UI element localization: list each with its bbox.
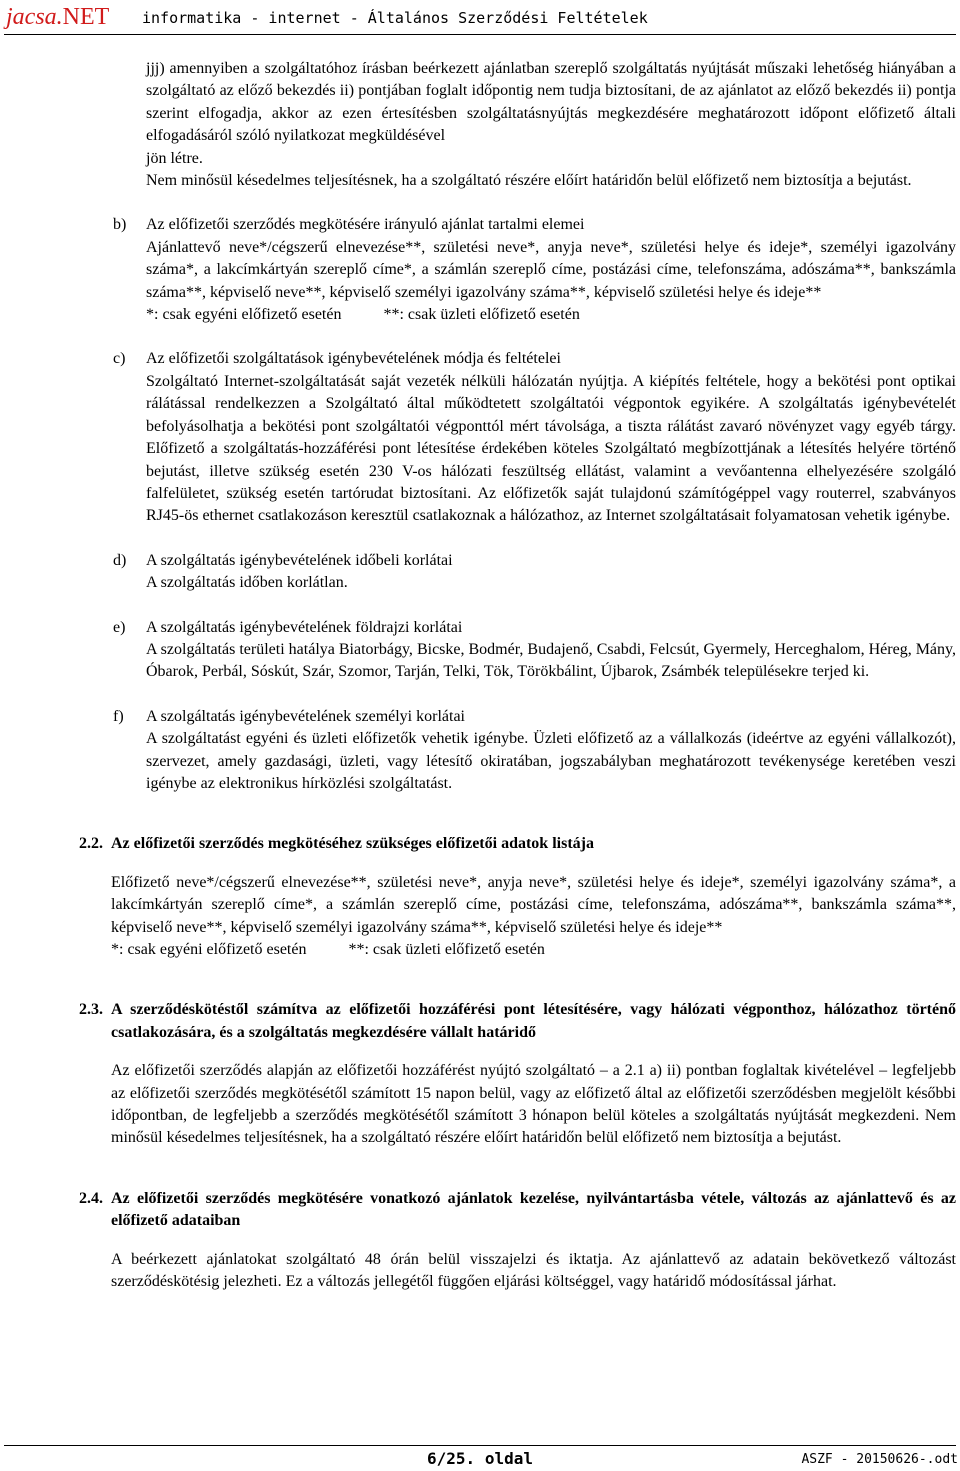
header-title: informatika - internet - Általános Szerződési Feltételek [142, 9, 648, 27]
section-text: Ajánlattevő neve*/cégszerű elnevezése**, születési neve*, anyja neve*, születési helye és ideje*, személyi igazolvány száma*, a lakcímkártyán szereplő címe*, a számlán szereplő címe, postázási címe, telefonszáma, adószáma**, bankszámla száma**, képviselő neve**, képviselő személyi igazolvány száma**, képviselő születési helye és ideje** [146, 238, 956, 301]
footnote-row [111, 939, 956, 961]
section-heading: Az előfizetői szerződés megkötéséhez szükséges előfizetői adatok listája [111, 835, 594, 853]
section-title: A szolgáltatás igénybevételének időbeli korlátai [146, 551, 453, 569]
section-c [0, 348, 960, 527]
file-name: ASZF - 20150626-.odt [801, 1452, 958, 1467]
section-f [0, 706, 960, 796]
section-heading: A szerződéskötéstől számítva az előfizetői hozzáférési pont létesítésére, vagy hálózati végponthoz, hálózathoz történő csatlakozására, és a szolgáltatás megkezdésére vállalt határidő [111, 1001, 956, 1041]
section-text: Előfizető neve*/cégszerű elnevezése**, születési neve*, anyja neve*, születési helye és ideje*, személyi igazolvány száma*, a lakcímkártyán szereplő címe*, a számlán szereplő címe, postázási címe, telefonszáma, adószáma**, bankszámla száma**, képviselő neve**, képviselő személyi igazolvány száma**, képviselő születési helye és ideje** [111, 873, 956, 936]
footnote-individual: *: csak egyéni előfizető esetén [111, 941, 307, 958]
section-e [0, 617, 960, 684]
section-heading: Az előfizetői szerződés megkötésére vonatkozó ajánlatok kezelése, nyilvántartásba vétele, változás az ajánlattevő és az előfizető adataiban [111, 1189, 956, 1230]
item-label: d) [113, 551, 127, 569]
page-number: 6/25. oldal [427, 1449, 533, 1468]
document-body [0, 58, 960, 1293]
section-text: Az előfizetői szerződés alapján az előfizetői hozzáférést nyújtó szolgáltató – a 2.1 a) ii) pontban foglaltak kivételével – legfeljebb az előfizetői szerződés megkötésétől számított 15 napon belül, vagy az előfizető által az előfizetői szerződésben megjelölt későbbi időpontban, de legfeljebb a szerződés megkötésétől számított 3 hónapon belül köteles a szolgáltatás nyújtását megkezdeni. Nem minősül késedelmes teljesítésnek, ha a szolgáltató részére előírt határidőn belül előfizető nem biztosítja a bejutást. [111, 1062, 956, 1147]
section-2-2 [0, 833, 960, 961]
item-label: c) [113, 350, 126, 368]
item-label: e) [113, 618, 126, 636]
jjj-note: Nem minősül késedelmes teljesítésnek, ha a szolgáltató részére előírt határidőn belül előfizető nem biztosítja a bejutást. [146, 172, 912, 190]
section-text: A szolgáltatást egyéni és üzleti előfizetők vehetik igénybe. Üzleti előfizető az a vállalkozás (ideértve az egyéni vállalkozót), szervezet, amely gazdasági, üzleti, vagy létesítő okiratában, jogszabályban meghatározott tevékenysége keretében veszi igénybe az elektronikus hírközlési szolgáltatást. [146, 730, 956, 792]
logo-text: jacsa. [6, 4, 63, 30]
section-text: A beérkezett ajánlatokat szolgáltató 48 órán belül visszajelzi és iktatja. Az ajánlattevő az adatain bekövetkező változást szerződéskötésig jelezheti. Ez a változás jellegétől függően eljárási költséggel, vagy határidő módosítással járhat. [111, 1250, 956, 1291]
footnote-business: **: csak üzleti előfizető esetén [383, 306, 580, 324]
section-2-3 [0, 999, 960, 1149]
section-title: A szolgáltatás igénybevételének földrajzi korlátai [146, 618, 463, 636]
section-text: Szolgáltató Internet-szolgáltatását saját vezeték nélküli hálózatán nyújtja. A kiépítés feltétele, hogy a bekötési pont optikai rálátással rendelkezzen a Szolgáltató által működtetett szolgáltatói végpontok egyikére. A szolgáltatás igénybevételét befolyásolhatja a bekötési pont szolgáltatói végponttól mért távolsága, a tiszta rálátást zavaró növényzet vagy egyéb tárgy. Előfizető a szolgáltatás-hozzáférési pont létesítése érdekében köteles Szolgáltató megbízottjának a létesítés helyére történő bejutást, illetve szükség esetén 230 V-os hálózati feszültség ellátást, valamint a vevőantenna elhelyezésére szolgáló falfelületet, szükség esetén tartórudat biztosítani. Az előfizetők saját tulajdonú számítógéppel vagy routerrel, szabványos RJ45-ös ethernet csatlakozáson keresztül csatlakoznak a hálózathoz, az Internet szolgáltatásait folyamatosan vehetik igénybe. [146, 372, 956, 525]
footer-divider [4, 1445, 956, 1446]
footnote-individual: *: csak egyéni előfizető esetén [146, 306, 342, 324]
section-number: 2.2. [79, 835, 103, 853]
section-jjj [0, 58, 960, 192]
logo-net-text: NET [62, 4, 110, 30]
footnote-business: **: csak üzleti előfizető esetén [348, 941, 545, 958]
item-label: b) [113, 216, 127, 234]
jjj-line: jön létre. [146, 149, 203, 167]
section-b [0, 214, 960, 326]
jacsa-logo[interactable] [6, 4, 109, 31]
section-number: 2.4. [79, 1189, 103, 1207]
section-title: A szolgáltatás igénybevételének személyi korlátai [146, 707, 465, 725]
jjj-paragraph: jjj) amennyiben a szolgáltatóhoz írásban beérkezett ajánlatban szereplő szolgáltatás nyújtását műszaki lehetőség hiányában a szolgáltató az előző bekezdés ii) pontjában foglalt időpontig nem tudja biztosítani, de az ajánlatot az előző bekezdés ii) pontja szerint elfogadja, akkor az ezen értesítésben szolgáltatásnyújtás megkezdésére meghatározott időpont előfizető általi elfogadásáról szóló nyilatkozat megküldésével [146, 60, 956, 145]
section-d [0, 550, 960, 595]
section-text: A szolgáltatás területi hatálya Biatorbágy, Bicske, Bodmér, Budajenő, Csabdi, Felcsút, Gyermely, Herceghalom, Héreg, Mány, Óbarok, Perbál, Sóskút, Szár, Szomor, Tarján, Telki, Tök, Törökbálint, Újbarok, Zsámbék településekre terjed ki. [146, 640, 956, 681]
section-title: Az előfizetői szolgáltatások igénybevételének módja és feltételei [146, 350, 561, 368]
footnote-row [146, 304, 956, 326]
page-header [4, 0, 956, 35]
section-number: 2.3. [79, 1001, 103, 1019]
section-title: Az előfizetői szerződés megkötésére irányuló ajánlat tartalmi elemei [146, 216, 585, 234]
section-2-4 [0, 1188, 960, 1294]
item-label: f) [113, 707, 124, 725]
section-text: A szolgáltatás időben korlátlan. [146, 574, 348, 592]
